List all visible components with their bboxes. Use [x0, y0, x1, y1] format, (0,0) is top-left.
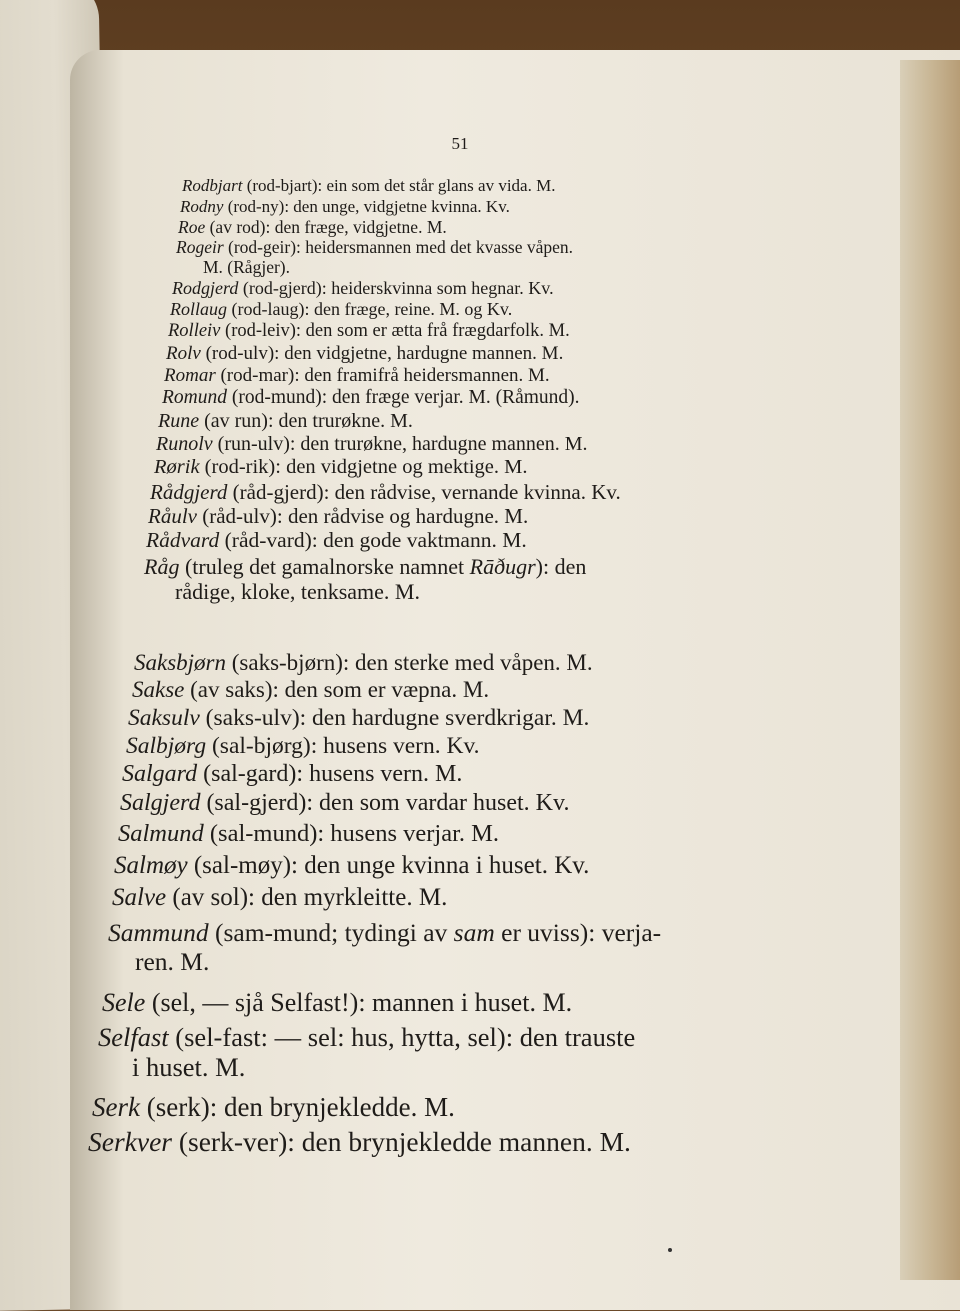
dictionary-entry	[154, 456, 527, 480]
entry-name: Råg	[144, 554, 180, 579]
dictionary-entry	[128, 705, 589, 732]
entry-definition: (sel, — sjå Selfast!): mannen i huset. M.	[145, 988, 573, 1017]
entry-definition: (serk): den brynjekledde. M.	[139, 1092, 455, 1122]
dictionary-entry	[182, 176, 555, 196]
dictionary-entry	[92, 1092, 455, 1123]
entry-definition-rest: ): den	[535, 554, 587, 579]
dictionary-entry	[134, 650, 593, 676]
entry-name: Rodgjerd	[172, 278, 239, 298]
entry-definition: (rod-bjart): ein som det står glans av vida. M.	[242, 176, 556, 195]
entry-name: Saksbjørn	[134, 650, 226, 675]
dictionary-entry	[120, 790, 569, 818]
dictionary-entry	[176, 237, 573, 277]
dictionary-entry	[108, 918, 661, 977]
entry-continuation: M. (Rågjer).	[203, 257, 290, 278]
entry-name: Romar	[164, 365, 216, 386]
entry-name: Salbjørg	[126, 733, 207, 759]
dictionary-entry	[166, 343, 563, 365]
entry-name: Rolleiv	[168, 321, 221, 341]
entry-definition: (råd-gjerd): den rådvise, vernande kvinna. Kv.	[227, 480, 621, 504]
dictionary-entry	[102, 988, 572, 1018]
entry-continuation: i huset. M.	[132, 1052, 246, 1083]
entry-name: Rolv	[166, 343, 201, 364]
dictionary-entry	[156, 433, 588, 456]
entry-definition: (sal-gjerd): den som vardar huset. Kv.	[200, 790, 570, 816]
entry-definition: (av sol): den myrkleitte. M.	[166, 884, 448, 911]
entry-definition: (sam-mund; tydingi av	[208, 918, 454, 947]
entry-name: Salmøy	[114, 852, 188, 879]
dictionary-entry	[146, 528, 527, 553]
entry-name: Rune	[158, 410, 200, 432]
entry-definition: (sal-møy): den unge kvinna i huset. Kv.	[187, 852, 590, 879]
entry-name: Saksulv	[128, 705, 200, 731]
page-number: 51	[451, 134, 469, 153]
entry-name: Selfast	[98, 1022, 169, 1052]
entry-definition-rest: er uviss): verja-	[494, 918, 662, 947]
entry-definition: (rod-gjerd): heiderskvinna som hegnar. Kv.	[238, 278, 554, 298]
entry-name: Sakse	[132, 677, 185, 702]
entry-definition: (rod-ulv): den vidgjetne, hardugne mannen. M.	[200, 343, 564, 364]
entry-definition: (rod-laug): den fræge, reine. M. og Kv.	[227, 299, 513, 319]
entry-name: Råulv	[148, 504, 197, 528]
entry-definition: (sal-bjørg): husens vern. Kv.	[206, 733, 480, 759]
entry-name: Sammund	[108, 918, 209, 947]
dictionary-entry	[148, 504, 528, 528]
dictionary-entry	[114, 852, 589, 881]
entry-definition: (rod-rik): den vidgjetne og mektige. M.	[199, 456, 528, 478]
entry-continuation: rådige, kloke, tenksame. M.	[175, 579, 420, 605]
entry-name: Roe	[178, 217, 206, 237]
entry-definition: (av rod): den fræge, vidgjetne. M.	[205, 217, 447, 237]
dictionary-entry	[88, 1126, 631, 1158]
entry-definition: (råd-vard): den gode vaktmann. M.	[219, 528, 527, 552]
entry-name: Rogeir	[176, 237, 224, 257]
entry-name: Rådvard	[146, 528, 220, 552]
entry-name: Salve	[112, 884, 167, 911]
entry-definition: (sal-mund): husens verjar. M.	[203, 820, 500, 847]
entry-definition: (run-ulv): den trurøkne, hardugne mannen. M.	[212, 433, 588, 455]
dictionary-entry	[158, 410, 413, 433]
dictionary-entry	[180, 197, 510, 217]
entry-name: Serk	[92, 1092, 140, 1122]
entry-definition: (rod-mar): den framifrå heidersmannen. M.	[215, 365, 550, 386]
dictionary-entry	[150, 480, 621, 504]
entry-definition: (av saks): den som er væpna. M.	[184, 677, 490, 702]
entry-name: Runolv	[156, 433, 213, 455]
entry-name: Salgjerd	[120, 790, 201, 816]
dictionary-entry	[168, 321, 570, 342]
dictionary-entry	[98, 1022, 635, 1083]
entry-definition: (råd-ulv): den rådvise og hardugne. M.	[196, 504, 529, 528]
dictionary-entry	[172, 278, 554, 299]
dictionary-entry	[164, 365, 550, 387]
entry-name: Rørik	[154, 456, 200, 478]
entry-name: Serkver	[88, 1126, 172, 1157]
entry-name: Salmund	[118, 820, 204, 847]
dictionary-entry	[162, 387, 580, 409]
entry-definition: (serk-ver): den brynjekledde mannen. M.	[171, 1126, 631, 1157]
entry-name: Rådgjerd	[150, 480, 228, 504]
entry-name: Salgard	[122, 761, 198, 787]
entry-name: Sele	[102, 988, 146, 1017]
dictionary-entry	[126, 733, 480, 760]
dictionary-entry	[170, 299, 512, 320]
dictionary-entry	[122, 761, 462, 789]
entry-name: Romund	[162, 387, 227, 408]
entry-definition: (truleg det gamalnorske namnet	[179, 554, 470, 579]
entry-definition: (rod-ny): den unge, vidgjetne kvinna. Kv.	[223, 197, 510, 216]
entry-definition: (rod-geir): heidersmannen med det kvasse våpen.	[223, 237, 574, 257]
paper-speck	[668, 1248, 672, 1252]
dictionary-entry	[178, 217, 447, 237]
dictionary-entry	[144, 554, 586, 605]
entry-name: Rodbjart	[182, 176, 243, 195]
dictionary-entry	[132, 677, 489, 703]
entry-emphasis: Rāðugr	[469, 554, 536, 579]
entry-definition: (rod-mund): den fræge verjar. M. (Råmund).	[227, 387, 580, 408]
dictionary-entry	[118, 820, 499, 848]
entry-definition: (sal-gard): husens vern. M.	[197, 761, 463, 787]
entry-definition: (rod-leiv): den som er ætta frå frægdarfolk. M.	[220, 321, 570, 341]
entry-definition: (av run): den trurøkne. M.	[199, 410, 413, 432]
dictionary-entry	[112, 884, 447, 913]
entry-definition: (saks-ulv): den hardugne sverdkrigar. M.	[199, 705, 590, 731]
entry-name: Rollaug	[170, 299, 227, 319]
entry-continuation: ren. M.	[135, 947, 210, 977]
entry-definition: (saks-bjørn): den sterke med våpen. M.	[226, 650, 593, 675]
entry-name: Rodny	[180, 197, 224, 216]
entry-emphasis: sam	[453, 918, 495, 947]
entry-definition: (sel-fast: — sel: hus, hytta, sel): den trauste	[168, 1022, 636, 1052]
